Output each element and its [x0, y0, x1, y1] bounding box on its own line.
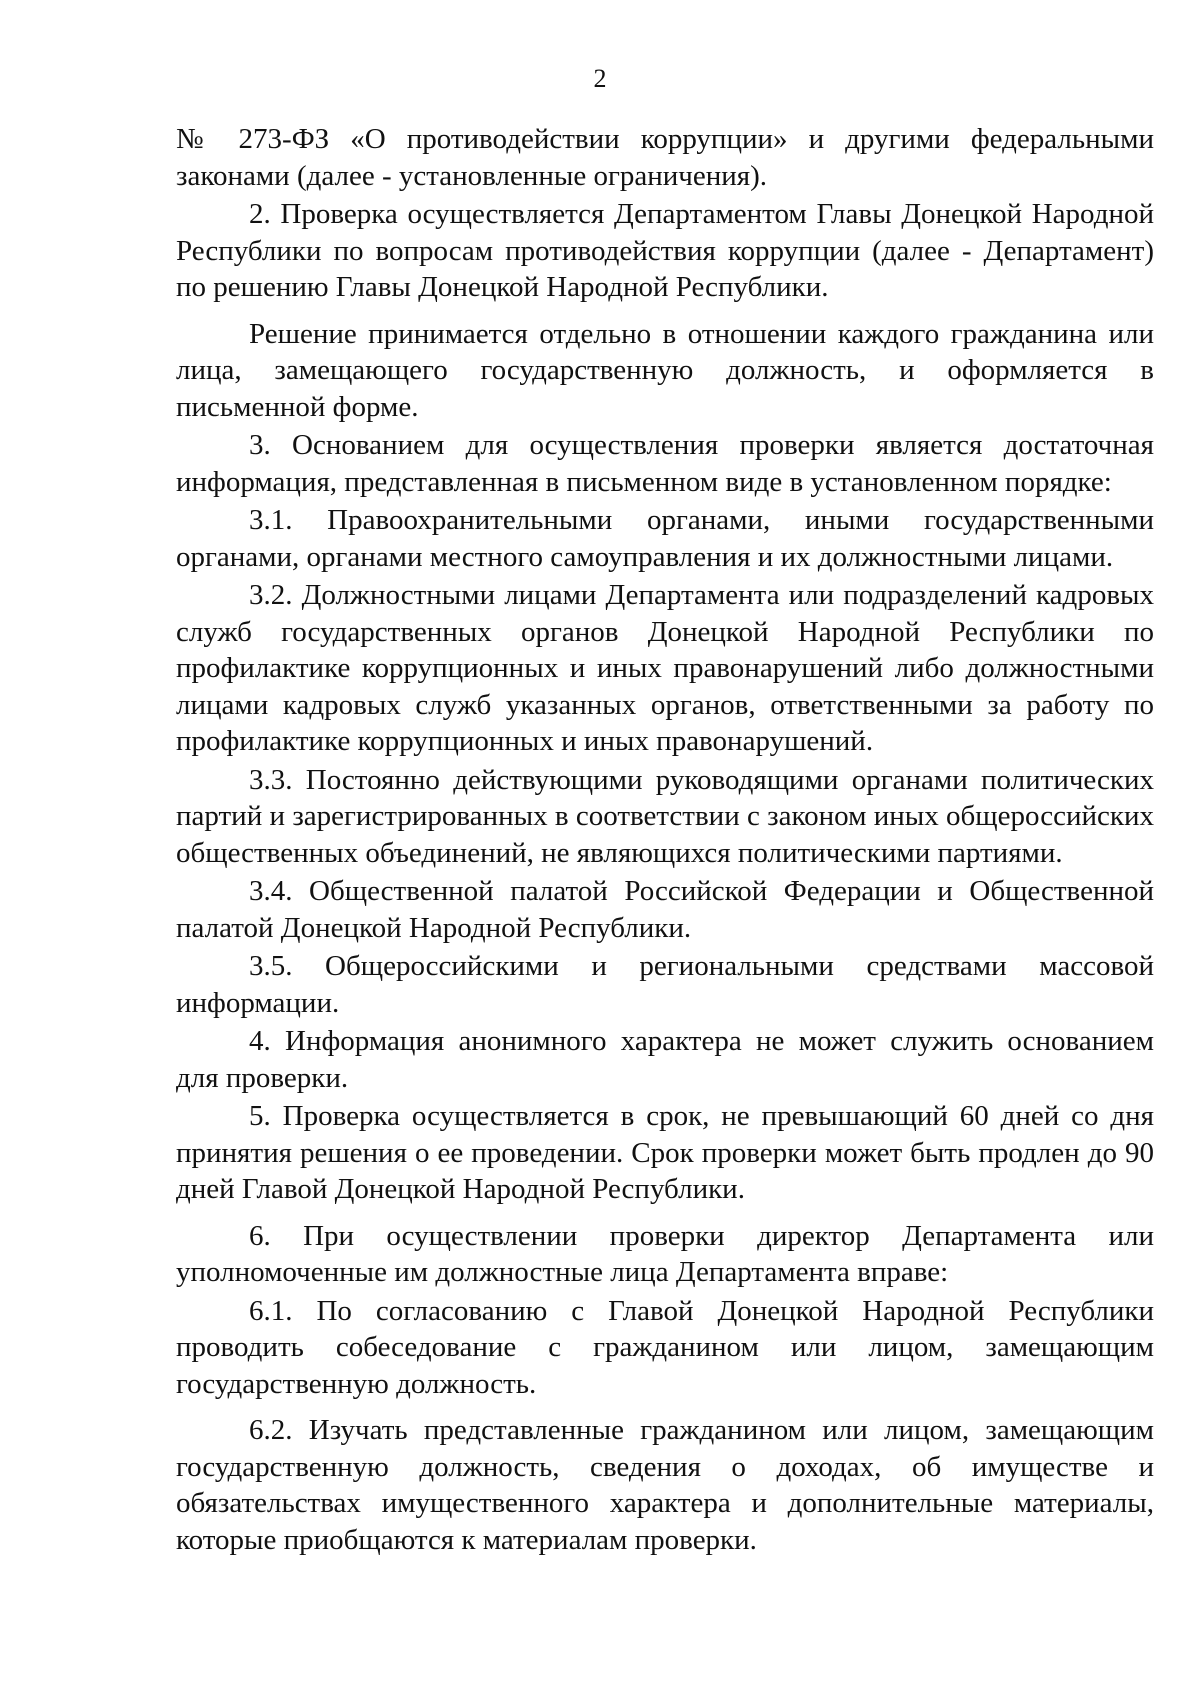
paragraph-3-2: 3.2. Должностными лицами Департамента или подразделений кадровых служб государственных органов Донецкой Народной Республики по профилактике коррупционных и иных правонарушений либо должностными лицами кадровых служб указанных органов, ответственными за работу по профилактике коррупционных и иных правонарушений.	[176, 579, 1154, 757]
paragraph-3-4: 3.4. Общественной палатой Российской Федерации и Общественной палатой Донецкой Народной Республики.	[176, 875, 1154, 944]
paragraph-decision: Решение принимается отдельно в отношении каждого гражданина или лица, замещающего государственную должность, и оформляется в письменной форме.	[176, 317, 1154, 423]
paragraph-6: 6. При осуществлении проверки директор Департамента или уполномоченные им должностные лица Департамента вправе:	[176, 1219, 1154, 1288]
paragraph-2: 2. Проверка осуществляется Департаментом Главы Донецкой Народной Республики по вопросам противодействия коррупции (далее - Департамент) по решению Главы Донецкой Народной Республики.	[176, 198, 1154, 303]
paragraph-3-5: 3.5. Общероссийскими и региональными средствами массовой информации.	[176, 950, 1154, 1019]
paragraph-6-2: 6.2. Изучать представленные гражданином или лицом, замещающим государственную должность, сведения о доходах, об имуществе и обязательствах имущественного характера и дополнительные материалы, которые приобщаются к материалам проверки.	[176, 1414, 1154, 1556]
paragraph-4: 4. Информация анонимного характера не может служить основанием для проверки.	[176, 1025, 1154, 1094]
paragraph-5: 5. Проверка осуществляется в срок, не превышающий 60 дней со дня принятия решения о ее проведении. Срок проверки может быть продлен до 90 дней Главой Донецкой Народной Республики.	[176, 1100, 1154, 1205]
paragraph-3-1: 3.1. Правоохранительными органами, иными государственными органами, органами местного самоуправления и их должностными лицами.	[176, 504, 1154, 573]
document-body	[176, 121, 1154, 1560]
paragraph-3-3: 3.3. Постоянно действующими руководящими органами политических партий и зарегистрированных в соответствии с законом иных общероссийских общественных объединений, не являющихся политическими партиями.	[176, 763, 1154, 869]
page-number: 2	[593, 64, 607, 93]
paragraph-3: 3. Основанием для осуществления проверки является достаточная информация, представленная в письменном виде в установленном порядке:	[176, 429, 1154, 498]
paragraph-6-1: 6.1. По согласованию с Главой Донецкой Народной Республики проводить собеседование с гражданином или лицом, замещающим государственную должность.	[176, 1294, 1154, 1400]
paragraph-continuation: № 273-ФЗ «О противодействии коррупции» и другими федеральными законами (далее - установленные ограничения).	[176, 123, 1154, 192]
